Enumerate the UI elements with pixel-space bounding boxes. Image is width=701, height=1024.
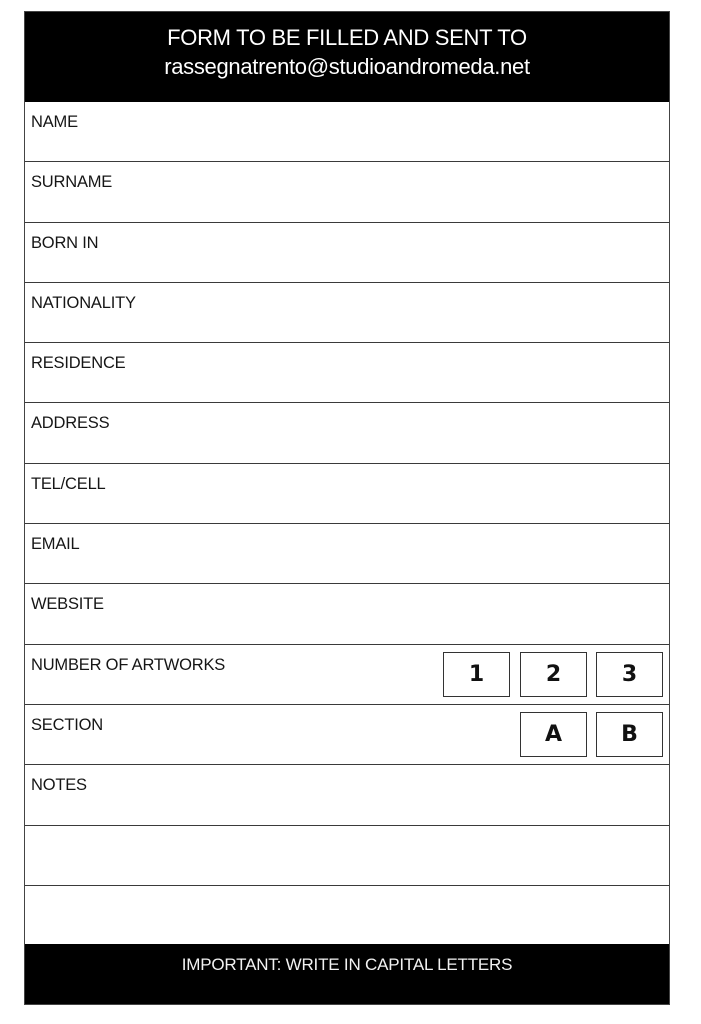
form-fields (25, 102, 669, 946)
field-label: WEBSITE (31, 595, 104, 614)
form-footer (25, 944, 669, 1004)
field-website[interactable] (25, 584, 669, 644)
field-residence[interactable] (25, 343, 669, 403)
registration-form (24, 11, 670, 1005)
field-label: SURNAME (31, 173, 113, 192)
notes-line-3[interactable] (25, 886, 669, 946)
field-notes[interactable] (25, 765, 669, 825)
field-name[interactable] (25, 102, 669, 162)
section-option-b[interactable]: B (596, 712, 663, 757)
artworks-option-3[interactable]: 3 (596, 652, 663, 697)
field-label: ADDRESS (31, 414, 110, 433)
field-section (25, 705, 669, 765)
field-tel-cell[interactable] (25, 464, 669, 524)
field-label: TEL/CELL (31, 474, 106, 493)
notes-line-2[interactable] (25, 826, 669, 886)
field-label: NATIONALITY (31, 293, 136, 312)
field-label: SECTION (31, 715, 103, 734)
form-header (25, 12, 669, 102)
field-label: NAME (31, 113, 78, 131)
field-surname[interactable] (25, 162, 669, 222)
artworks-option-1[interactable]: 1 (443, 652, 510, 697)
header-email: rassegnatrento@studioandromeda.net (164, 54, 530, 79)
footer-notice: IMPORTANT: WRITE IN CAPITAL LETTERS (181, 955, 513, 974)
field-label: EMAIL (31, 535, 80, 554)
field-born-in[interactable] (25, 223, 669, 283)
header-title: FORM TO BE FILLED AND SENT TO (167, 25, 527, 50)
field-label: BORN IN (31, 233, 99, 252)
field-address[interactable] (25, 403, 669, 463)
field-nationality[interactable] (25, 283, 669, 343)
field-email[interactable] (25, 524, 669, 584)
field-label: RESIDENCE (31, 354, 126, 373)
field-label: NUMBER OF ARTWORKS (31, 655, 226, 674)
section-option-a[interactable]: A (520, 712, 587, 757)
field-number-of-artworks (25, 645, 669, 705)
artworks-option-2[interactable]: 2 (520, 652, 587, 697)
field-label: NOTES (31, 776, 87, 795)
